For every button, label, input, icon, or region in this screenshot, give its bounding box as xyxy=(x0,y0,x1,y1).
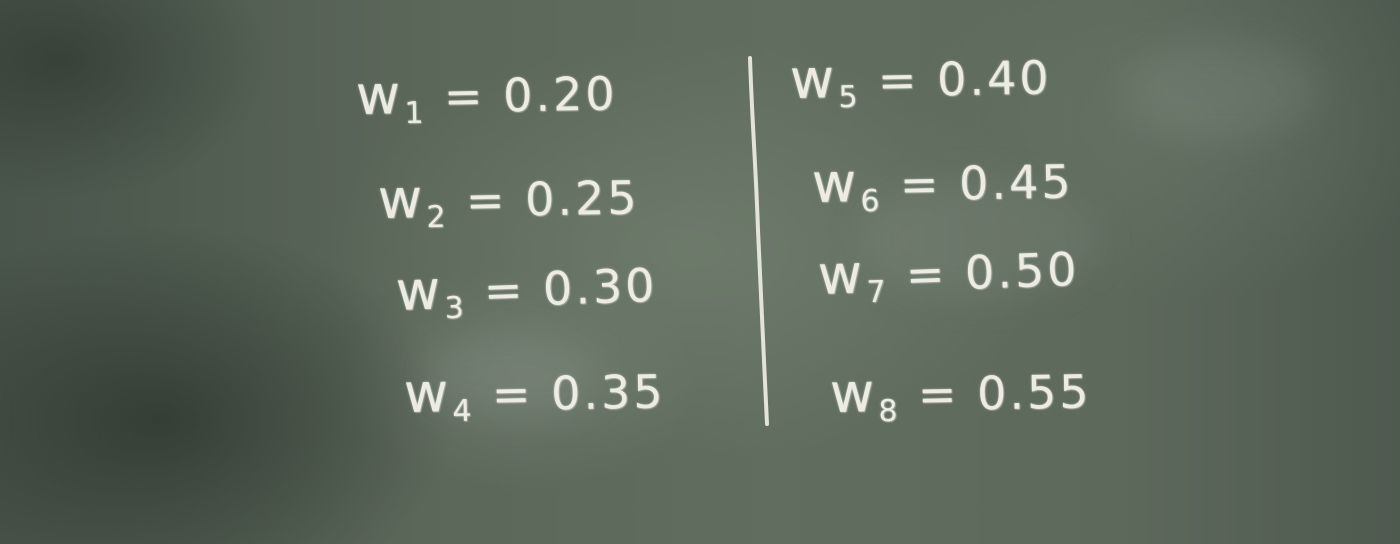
equation-w1 xyxy=(355,59,618,132)
equals-sign: = xyxy=(482,262,527,318)
equals-sign: = xyxy=(465,172,508,228)
equation-w6 xyxy=(811,147,1074,220)
equation-value: 0.20 xyxy=(502,66,618,123)
equation-symbol: w xyxy=(789,47,838,111)
equation-subscript: 2 xyxy=(426,199,449,236)
equation-symbol: w xyxy=(377,167,426,231)
equation-w4 xyxy=(403,357,666,430)
equation-value: 0.50 xyxy=(964,241,1081,300)
equation-symbol: w xyxy=(811,151,860,215)
equation-subscript: 1 xyxy=(404,95,427,132)
equation-value: 0.55 xyxy=(976,364,1092,421)
equals-sign: = xyxy=(491,366,534,422)
equation-subscript: 3 xyxy=(444,290,468,327)
equation-w8 xyxy=(829,357,1092,430)
equals-sign: = xyxy=(917,366,960,422)
equation-w7 xyxy=(817,235,1081,312)
equation-subscript: 4 xyxy=(452,393,475,430)
equation-value: 0.25 xyxy=(524,170,640,227)
equals-sign: = xyxy=(443,68,486,124)
equation-symbol: w xyxy=(816,242,867,307)
equation-symbol: w xyxy=(403,361,452,425)
equals-sign: = xyxy=(899,156,942,212)
equation-symbol: w xyxy=(394,258,445,323)
equation-value: 0.45 xyxy=(958,154,1074,211)
equation-value: 0.40 xyxy=(936,50,1052,107)
equation-w3 xyxy=(395,251,659,328)
equation-w5 xyxy=(789,43,1052,116)
equation-subscript: 8 xyxy=(878,393,901,430)
equation-subscript: 7 xyxy=(866,274,890,311)
equals-sign: = xyxy=(877,52,920,108)
equation-symbol: w xyxy=(829,361,878,425)
equation-subscript: 5 xyxy=(838,79,861,116)
equals-sign: = xyxy=(904,246,949,302)
equation-value: 0.30 xyxy=(542,257,659,316)
equation-value: 0.35 xyxy=(550,364,666,421)
equation-subscript: 6 xyxy=(860,183,883,220)
equation-w2 xyxy=(377,163,640,236)
equation-symbol: w xyxy=(355,63,404,127)
